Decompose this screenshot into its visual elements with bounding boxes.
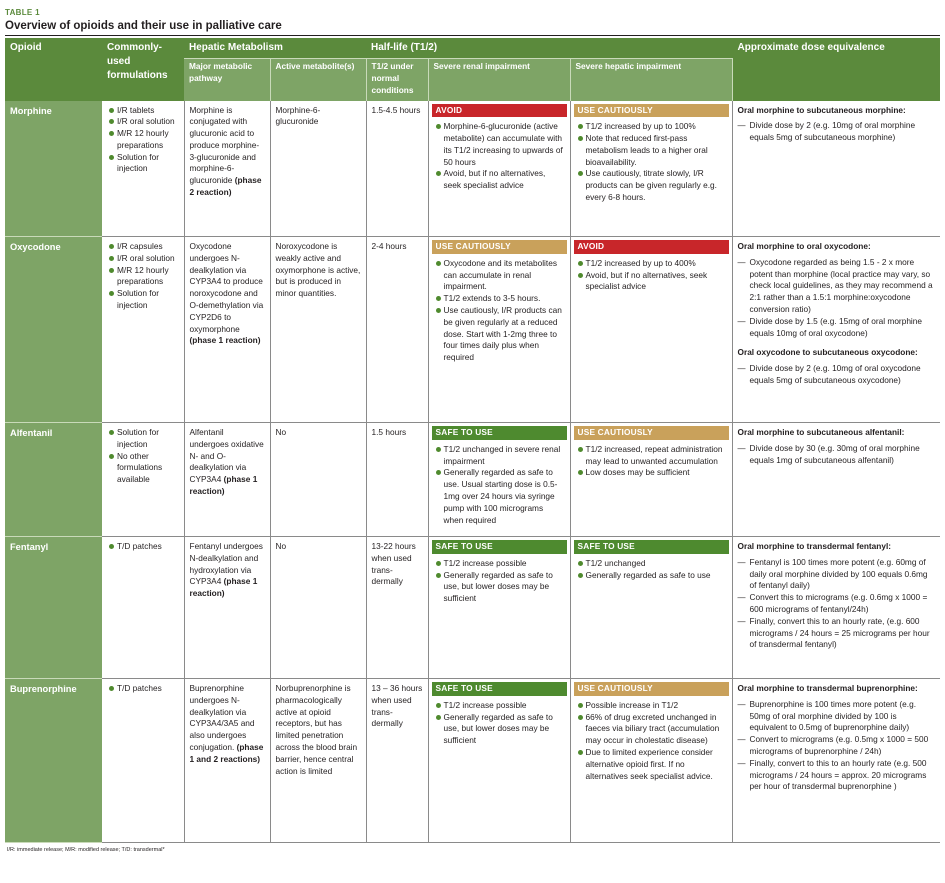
- dose-step: — Convert this to micrograms (e.g. 0.6mg x 1000 = 600 micrograms of fentanyl/24h): [750, 592, 936, 616]
- pathway-text: Buprenorphine undergoes N-dealkylation via CYP3A4/3A5 and also undergoes conjugation.: [189, 683, 255, 752]
- renal-note: Generally regarded as safe to use. Usual starting dose is 0.5-1mg over 24 hours via syringe pump with 100 micrograms when required: [444, 467, 565, 526]
- renal-notes: [434, 558, 565, 605]
- formulations-cell: [102, 423, 184, 537]
- renal-cell: [428, 537, 570, 679]
- dose-step: — Convert to micrograms (e.g. 0.5mg x 1000 = 500 micrograms of buprenorphine / 24h): [750, 734, 936, 758]
- table-row: [5, 537, 940, 679]
- opioid-name: Oxycodone: [5, 237, 102, 423]
- formulations-cell: [102, 237, 184, 423]
- pathway-text: Fentanyl undergoes N-dealkylation and hydroxylation via CYP3A4: [189, 541, 263, 587]
- dose-step: — Finally, convert to this to an hourly rate (e.g. 500 micrograms / 24 hours = approx. 20 micrograms per hour of transdermal buprenorphine ): [750, 758, 936, 793]
- dose-steps: [738, 699, 936, 793]
- header-dose-equivalence: Approximate dose equivalence: [732, 38, 940, 101]
- pathway-reaction: (phase 1 and 2 reactions): [189, 741, 264, 764]
- header-formulations: Commonly-used formulations: [102, 38, 184, 101]
- formulations-cell: [102, 679, 184, 843]
- hepatic-notes: [576, 444, 727, 479]
- hepatic-notes: [576, 700, 727, 782]
- pathway-reaction: (phase 1 reaction): [189, 474, 258, 496]
- dose-section: [738, 241, 936, 339]
- dose-steps: [738, 257, 936, 339]
- formulation-item: I/R capsules: [117, 241, 179, 253]
- table-body: [5, 101, 940, 843]
- opioid-name: Morphine: [5, 101, 102, 237]
- hepatic-note: Possible increase in T1/2: [586, 700, 727, 712]
- active-metabolite-cell: Noroxycodone is weakly active and oxymorphone is active, but is produced in minor quantities.: [270, 237, 366, 423]
- renal-cell: [428, 237, 570, 423]
- formulation-item: T/D patches: [117, 683, 179, 695]
- renal-status-badge: SAFE TO USE: [432, 540, 567, 554]
- formulations-list: [107, 683, 179, 695]
- table-figure: [5, 8, 940, 853]
- hepatic-status-badge: USE CAUTIOUSLY: [574, 104, 729, 118]
- formulation-item: Solution for injection: [117, 152, 179, 176]
- dose-step: — Finally, convert this to an hourly rate, (e.g. 600 micrograms / 24 hours = 25 micrograms per hour of transdermal fentanyl): [750, 616, 936, 651]
- normal-halflife-cell: 1.5 hours: [366, 423, 428, 537]
- header-row-main: [5, 38, 940, 59]
- pathway-cell: [184, 101, 270, 237]
- dose-heading: Oral morphine to subcutaneous alfentanil:: [737, 427, 905, 438]
- hepatic-cell: [570, 101, 732, 237]
- formulations-list: [107, 427, 179, 486]
- pathway-cell: [184, 537, 270, 679]
- formulation-item: I/R tablets: [117, 105, 179, 117]
- dose-step: — Divide dose by 1.5 (e.g. 15mg of oral morphine equals 10mg of oral oxycodone): [750, 316, 936, 340]
- active-metabolite-cell: Norbuprenorphine is pharmacologically active at opioid receptors, but has limited penetration across the blood brain barrier, hence central action is limited: [270, 679, 366, 843]
- formulations-list: [107, 241, 179, 312]
- table-title: Overview of opioids and their use in palliative care: [5, 18, 940, 36]
- dose-cell: [732, 237, 940, 423]
- header-half-life: Half-life (T1/2): [366, 38, 732, 59]
- dose-heading: Oral oxycodone to subcutaneous oxycodone:: [737, 347, 918, 358]
- dose-section: [738, 105, 936, 144]
- hepatic-notes: [576, 558, 727, 582]
- formulation-item: M/R 12 hourly preparations: [117, 128, 179, 152]
- pathway-text: Alfentanil undergoes oxidative N- and O-dealkylation via CYP3A4: [189, 427, 264, 485]
- dose-step: — Oxycodone regarded as being 1.5 - 2 x more potent than morphine (local practice may vary, so check local guidelines, as they may recommend a 2:1 rather than a 1.5:1 morphine:oxycodone conversion ratio): [750, 257, 936, 316]
- formulation-item: Solution for injection: [117, 427, 179, 451]
- formulations-list: [107, 105, 179, 176]
- formulations-cell: [102, 537, 184, 679]
- renal-note: T1/2 extends to 3-5 hours.: [444, 293, 565, 305]
- dose-step: — Divide dose by 30 (e.g. 30mg of oral morphine equals 1mg of subcutaneous alfentanil): [750, 443, 936, 467]
- renal-note: Avoid, but if no alternatives, seek specialist advice: [444, 168, 565, 192]
- hepatic-status-badge: AVOID: [574, 240, 729, 254]
- table-row: [5, 101, 940, 237]
- dose-step: — Fentanyl is 100 times more potent (e.g. 60mg of daily oral morphine divided by 100 equals 0.6mg of fentanyl daily): [750, 557, 936, 592]
- header-opioid: Opioid: [5, 38, 102, 101]
- renal-notes: [434, 258, 565, 364]
- header-hepatic-impairment: Severe hepatic impairment: [570, 59, 732, 101]
- opioid-name: Alfentanil: [5, 423, 102, 537]
- hepatic-notes: [576, 258, 727, 293]
- hepatic-cell: [570, 237, 732, 423]
- header-hepatic-metabolism: Hepatic Metabolism: [184, 38, 366, 59]
- dose-cell: [732, 537, 940, 679]
- formulation-item: No other formulations available: [117, 451, 179, 486]
- renal-note: T1/2 increase possible: [444, 700, 565, 712]
- renal-note: Oxycodone and its metabolites can accumulate in renal impairment.: [444, 258, 565, 293]
- dose-heading: Oral morphine to transdermal buprenorphine:: [737, 683, 918, 694]
- dose-section: [738, 347, 936, 386]
- hepatic-note: Low doses may be sufficient: [586, 467, 727, 479]
- hepatic-notes: [576, 121, 727, 203]
- opioid-table: [5, 38, 940, 843]
- formulations-list: [107, 541, 179, 553]
- dose-steps: [738, 557, 936, 651]
- hepatic-note: Generally regarded as safe to use: [586, 570, 727, 582]
- pathway-reaction: (phase 2 reaction): [189, 175, 262, 197]
- pathway-reaction: (phase 1 reaction): [189, 576, 258, 599]
- renal-status-badge: SAFE TO USE: [432, 426, 567, 440]
- active-metabolite-cell: Morphine-6-glucuronide: [270, 101, 366, 237]
- hepatic-status-badge: USE CAUTIOUSLY: [574, 426, 729, 440]
- dose-step: — Divide dose by 2 (e.g. 10mg of oral morphine equals 5mg of subcutaneous morphine): [750, 120, 936, 144]
- header-renal-impairment: Severe renal impairment: [428, 59, 570, 101]
- header-major-pathway: Major metabolic pathway: [184, 59, 270, 101]
- opioid-name: Buprenorphine: [5, 679, 102, 843]
- renal-notes: [434, 121, 565, 192]
- pathway-cell: [184, 237, 270, 423]
- hepatic-note: T1/2 increased by up to 100%: [586, 121, 727, 133]
- formulation-item: M/R 12 hourly preparations: [117, 265, 179, 289]
- dose-heading: Oral morphine to oral oxycodone:: [737, 241, 871, 252]
- table-row: [5, 423, 940, 537]
- hepatic-note: Due to limited experience consider alternative opioid first. If no alternatives seek specialist advice.: [586, 747, 727, 782]
- hepatic-note: Avoid, but if no alternatives, seek specialist advice: [586, 270, 727, 294]
- hepatic-note: Note that reduced first-pass metabolism leads to a higher oral bioavailability.: [586, 133, 727, 168]
- renal-cell: [428, 101, 570, 237]
- hepatic-status-badge: USE CAUTIOUSLY: [574, 682, 729, 696]
- normal-halflife-cell: 1.5-4.5 hours: [366, 101, 428, 237]
- table-row: [5, 679, 940, 843]
- opioid-name: Fentanyl: [5, 537, 102, 679]
- hepatic-note: 66% of drug excreted unchanged in faeces via biliary tract (accumulation may occur in cholestatic disease): [586, 712, 727, 747]
- formulation-item: T/D patches: [117, 541, 179, 553]
- renal-note: T1/2 unchanged in severe renal impairment: [444, 444, 565, 468]
- renal-note: T1/2 increase possible: [444, 558, 565, 570]
- dose-cell: [732, 101, 940, 237]
- renal-cell: [428, 679, 570, 843]
- dose-cell: [732, 679, 940, 843]
- table-footnote: I/R: immediate release; M/R: modified release; T/D: transdermal*: [7, 847, 165, 854]
- renal-status-badge: USE CAUTIOUSLY: [432, 240, 567, 254]
- renal-status-badge: SAFE TO USE: [432, 682, 567, 696]
- renal-status-badge: AVOID: [432, 104, 567, 118]
- table-label: TABLE 1: [5, 8, 40, 17]
- dose-steps: [738, 120, 936, 144]
- header-active-metabolites: Active metabolite(s): [270, 59, 366, 101]
- normal-halflife-cell: 13-22 hours when used trans-dermally: [366, 537, 428, 679]
- hepatic-cell: [570, 423, 732, 537]
- formulation-item: Solution for injection: [117, 288, 179, 312]
- renal-note: Generally regarded as safe to use, but lower doses may be sufficient: [444, 570, 565, 605]
- pathway-text: Oxycodone undergoes N-dealkylation via CYP3A4 to produce noroxycodone and O-demethylation via CYP2D6 to oxymorphone: [189, 241, 264, 334]
- renal-note: Use cautiously, I/R products can be given regularly at a reduced dose. Start with 1-2mg three to four times daily plus when required: [444, 305, 565, 364]
- dose-heading: Oral morphine to transdermal fentanyl:: [737, 541, 892, 552]
- formulation-item: I/R oral solution: [117, 116, 179, 128]
- hepatic-note: Use cautiously, titrate slowly, I/R products can be given regularly e.g. every 6-8 hours.: [586, 168, 727, 203]
- hepatic-note: T1/2 increased by up to 400%: [586, 258, 727, 270]
- hepatic-cell: [570, 537, 732, 679]
- normal-halflife-cell: 13 – 36 hours when used trans-dermally: [366, 679, 428, 843]
- renal-notes: [434, 700, 565, 747]
- hepatic-cell: [570, 679, 732, 843]
- dose-step: — Divide dose by 2 (e.g. 10mg of oral oxycodone equals 5mg of subcutaneous oxycodone): [750, 363, 936, 387]
- renal-cell: [428, 423, 570, 537]
- dose-steps: [738, 443, 936, 467]
- dose-step: — Buprenorphine is 100 times more potent (e.g. 50mg of oral morphine divided by 100 is equivalent to 0.5mg of buprenorphine daily): [750, 699, 936, 734]
- pathway-reaction: (phase 1 reaction): [189, 335, 261, 346]
- formulation-item: I/R oral solution: [117, 253, 179, 265]
- formulations-cell: [102, 101, 184, 237]
- dose-section: [738, 541, 936, 651]
- renal-note: Morphine-6-glucuronide (active metabolite) can accumulate with its T1/2 increasing to upwards of 50 hours: [443, 121, 563, 167]
- dose-section: [738, 427, 936, 466]
- dose-section: [738, 683, 936, 793]
- pathway-cell: [184, 423, 270, 537]
- renal-notes: [434, 444, 565, 526]
- active-metabolite-cell: No: [270, 423, 366, 537]
- hepatic-note: T1/2 increased, repeat administration may lead to unwanted accumulation: [586, 444, 727, 468]
- renal-note: Generally regarded as safe to use, but lower doses may be sufficient: [444, 712, 565, 747]
- hepatic-note: T1/2 unchanged: [586, 558, 727, 570]
- normal-halflife-cell: 2-4 hours: [366, 237, 428, 423]
- active-metabolite-cell: No: [270, 537, 366, 679]
- pathway-cell: [184, 679, 270, 843]
- pathway-text: Morphine is conjugated with glucuronic acid to produce morphine-3-glucuronide and morphine-6-glucuronide: [189, 104, 260, 186]
- dose-heading: Oral morphine to subcutaneous morphine:: [737, 104, 906, 115]
- dose-steps: [738, 363, 936, 387]
- header-normal-conditions: T1/2 under normal conditions: [366, 59, 428, 101]
- dose-cell: [732, 423, 940, 537]
- table-row: [5, 237, 940, 423]
- hepatic-status-badge: SAFE TO USE: [574, 540, 729, 554]
